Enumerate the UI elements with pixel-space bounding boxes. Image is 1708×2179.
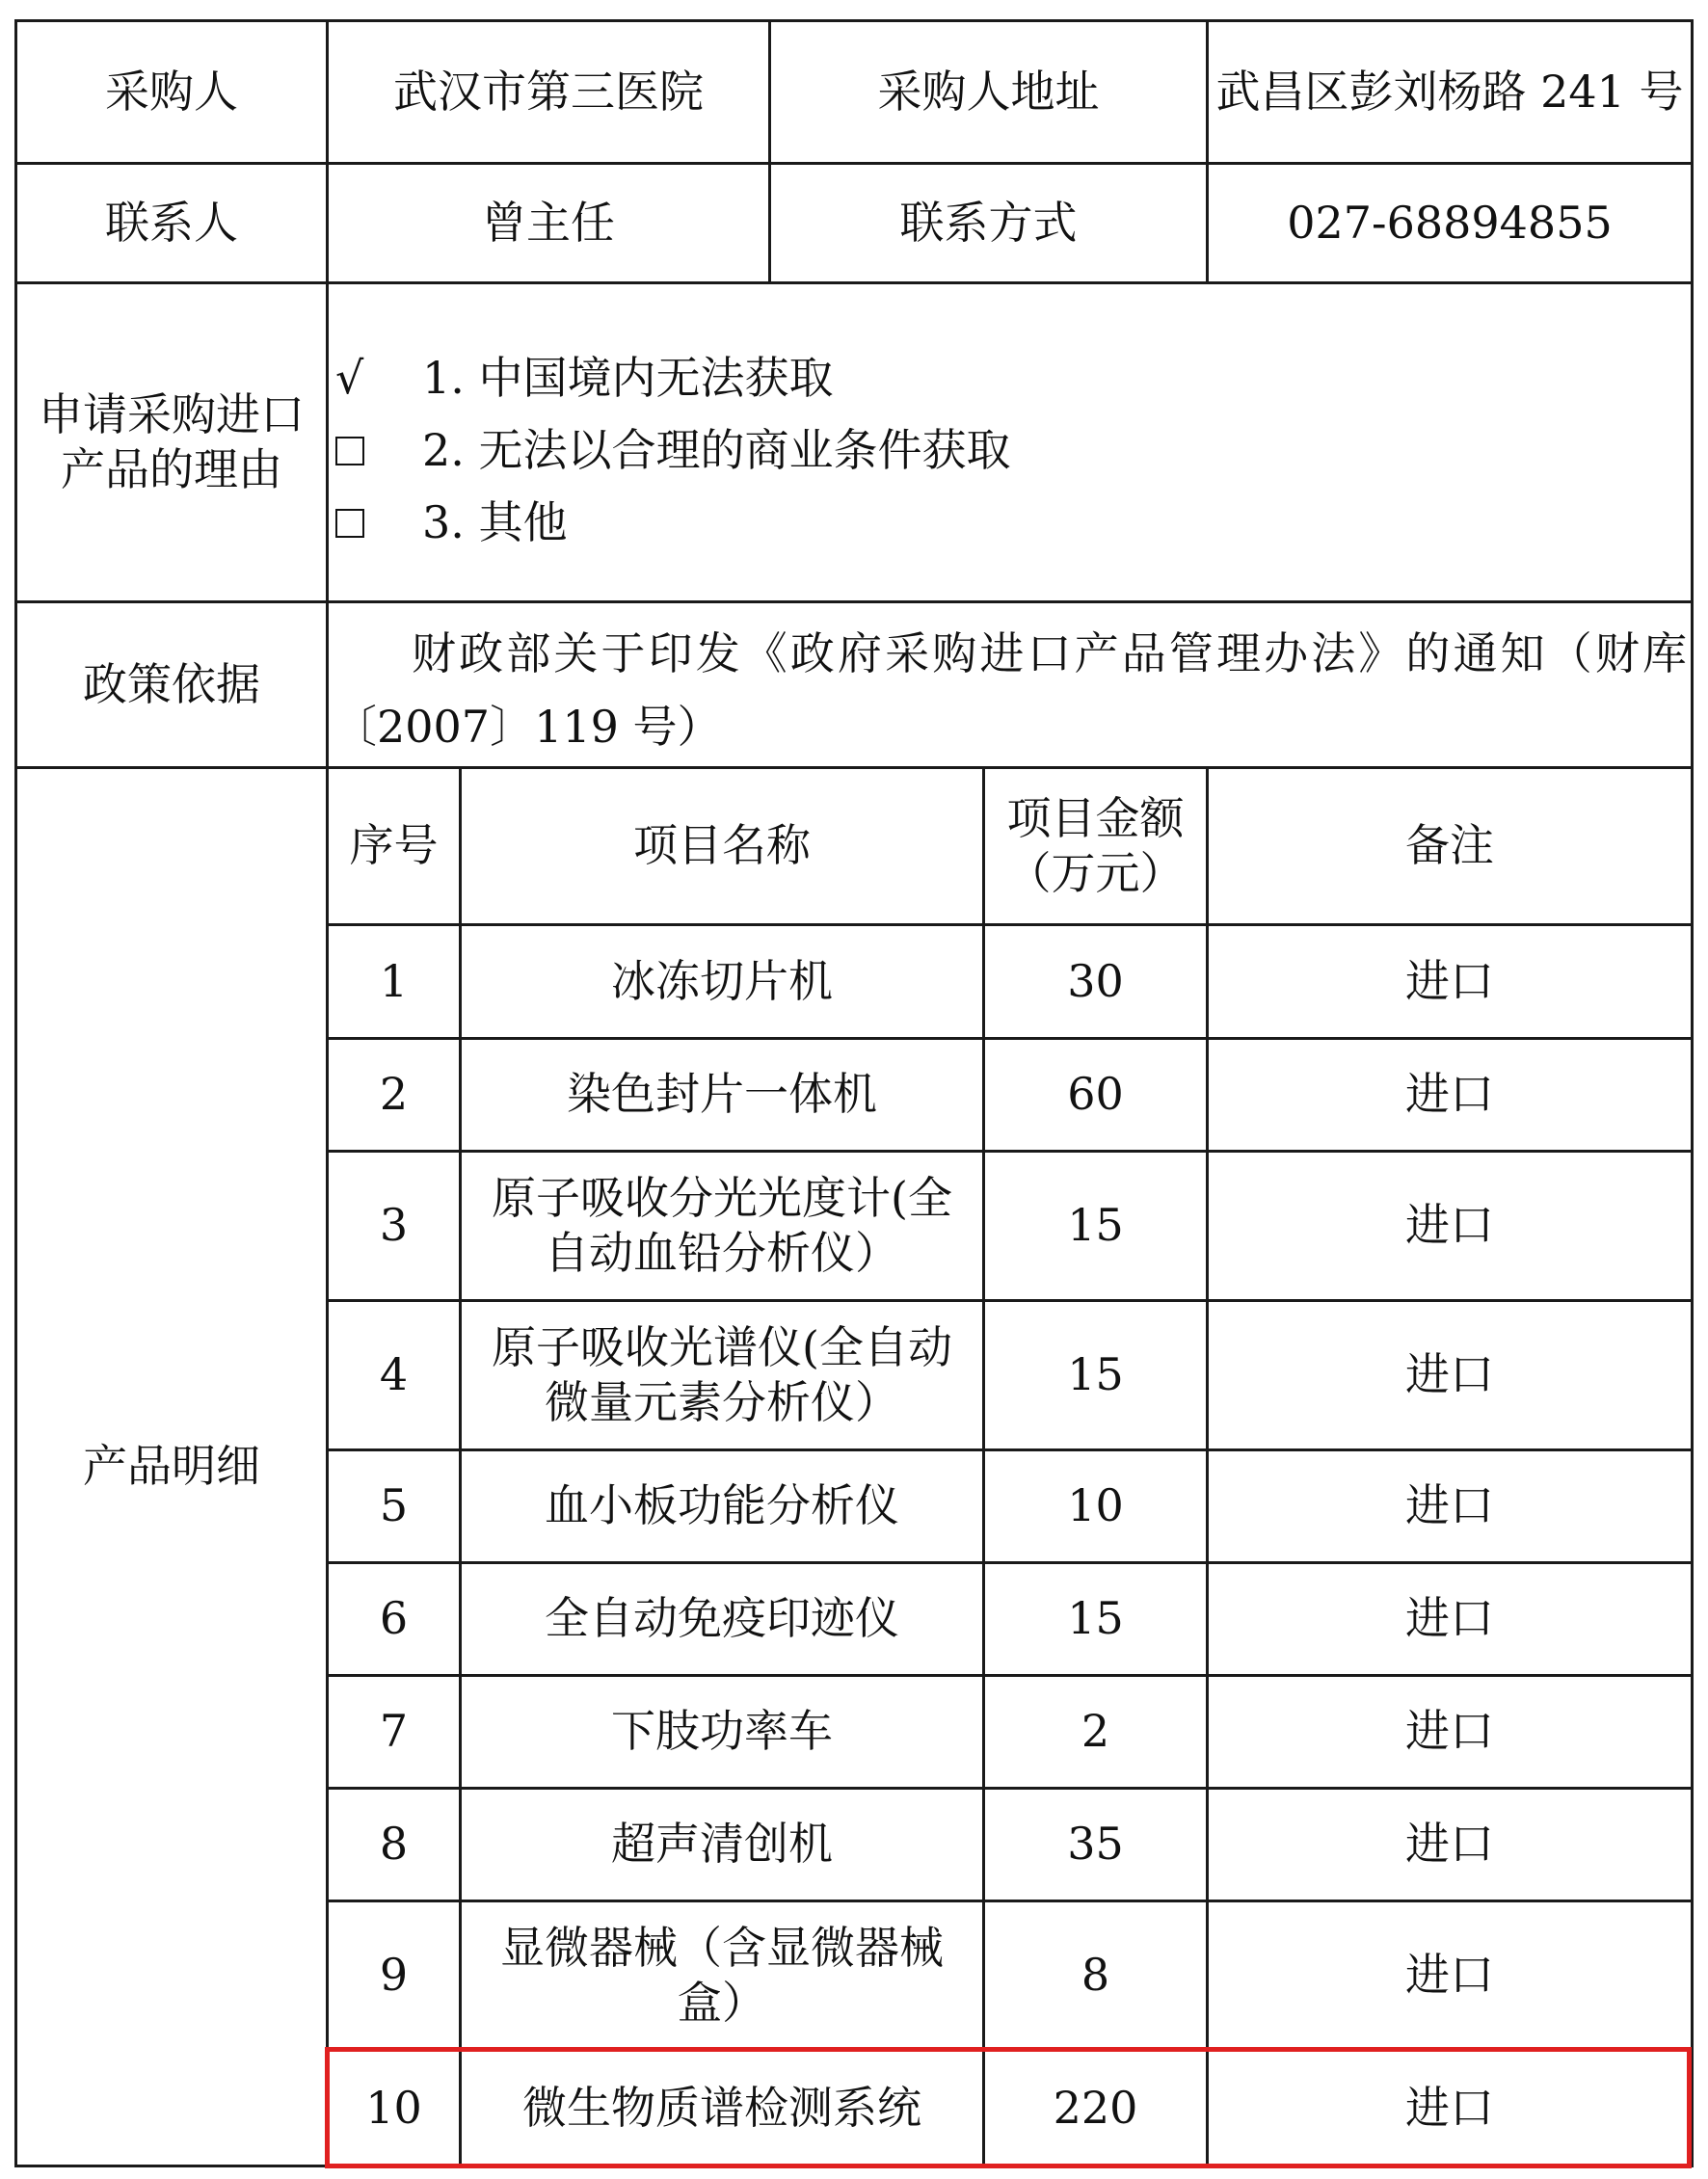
reasons-label — [17, 284, 326, 600]
table-border-right — [1691, 19, 1694, 2167]
checkmark-icon: √ — [335, 352, 364, 404]
checkbox-empty-icon — [335, 487, 422, 559]
row-amount: 60 — [1067, 1068, 1124, 1121]
row-amount: 8 — [1081, 1949, 1110, 2002]
policy-text: 财政部关于印发《政府采购进口产品管理办法》的通知（财库〔2007〕119 号） — [333, 627, 1687, 753]
row-no: 6 — [379, 1592, 409, 1645]
row-name: 超声清创机 — [611, 1818, 833, 1871]
row-name: 显微器械（含显微器械盒） — [500, 1921, 944, 2029]
address-label: 采购人地址 — [877, 65, 1100, 118]
row-no: 10 — [365, 2081, 422, 2134]
header-note: 备注 — [1405, 819, 1494, 872]
row-note: 进口 — [1405, 1949, 1494, 2002]
row-name: 微生物质谱检测系统 — [522, 2081, 921, 2134]
row-amount: 35 — [1067, 1818, 1124, 1871]
header-amount — [985, 769, 1206, 923]
checkbox-empty-icon — [335, 414, 422, 487]
reason-item-2 — [335, 414, 1011, 487]
row-name: 血小板功能分析仪 — [545, 1479, 899, 1532]
phone-label: 联系方式 — [899, 196, 1078, 249]
reasons-label-line2: 产品的理由 — [61, 443, 282, 495]
reason-text: 1. 中国境内无法获取 — [422, 352, 834, 404]
row-note: 进口 — [1405, 1818, 1494, 1871]
policy-label: 政策依据 — [83, 657, 260, 710]
row-no: 2 — [379, 1068, 409, 1121]
row-amount: 30 — [1067, 954, 1124, 1007]
reason-item-3 — [335, 487, 1011, 559]
highlight-box — [325, 2047, 1692, 2168]
row-note: 进口 — [1405, 1479, 1494, 1532]
reason-item-1 — [335, 342, 1011, 414]
row-name: 原子吸收分光光度计(全自动血铅分析仪） — [492, 1171, 952, 1279]
header-amount-line1: 项目金额 — [1006, 791, 1185, 844]
header-no: 序号 — [349, 819, 439, 872]
contact-label: 联系人 — [105, 196, 238, 249]
reason-text: 3. 其他 — [422, 496, 568, 548]
address-value: 武昌区彭刘杨路 241 号 — [1215, 65, 1684, 118]
buyer-label: 采购人 — [105, 65, 238, 118]
row-amount: 10 — [1067, 1479, 1124, 1532]
row-note: 进口 — [1405, 1705, 1494, 1758]
row-name: 染色封片一体机 — [567, 1068, 877, 1121]
row-note: 进口 — [1405, 1199, 1494, 1252]
row-note: 进口 — [1405, 1348, 1494, 1401]
row-name: 原子吸收光谱仪(全自动微量元素分析仪） — [492, 1320, 952, 1428]
row-note: 进口 — [1405, 954, 1494, 1007]
row-amount: 15 — [1067, 1348, 1124, 1401]
reasons-label-line1: 申请采购进口 — [39, 387, 305, 440]
buyer-value: 武汉市第三医院 — [393, 65, 704, 118]
row-no: 4 — [379, 1348, 409, 1401]
contact-value: 曾主任 — [482, 196, 615, 249]
reasons-list — [335, 342, 1011, 559]
row-name: 全自动免疫印迹仪 — [545, 1592, 899, 1645]
row-amount: 15 — [1067, 1592, 1124, 1645]
row-note: 进口 — [1405, 1592, 1494, 1645]
row-no: 9 — [379, 1949, 409, 2002]
header-name: 项目名称 — [633, 819, 811, 872]
header-amount-line2: （万元） — [1006, 847, 1185, 899]
row-amount: 2 — [1081, 1705, 1110, 1758]
row-no: 8 — [379, 1818, 409, 1871]
products-label: 产品明细 — [83, 1440, 260, 1493]
row-amount: 15 — [1067, 1199, 1124, 1252]
row-note: 进口 — [1405, 1068, 1494, 1121]
reason-text: 2. 无法以合理的商业条件获取 — [422, 424, 1011, 476]
row-note: 进口 — [1405, 2081, 1494, 2134]
row-amount: 220 — [1053, 2081, 1138, 2134]
row-name: 冰冻切片机 — [611, 954, 833, 1007]
row-no: 1 — [379, 954, 409, 1007]
row-name: 下肢功率车 — [611, 1705, 833, 1758]
row-no: 5 — [379, 1479, 409, 1532]
phone-value: 027-68894855 — [1287, 196, 1613, 249]
row-no: 7 — [379, 1705, 409, 1758]
row-no: 3 — [379, 1199, 409, 1252]
